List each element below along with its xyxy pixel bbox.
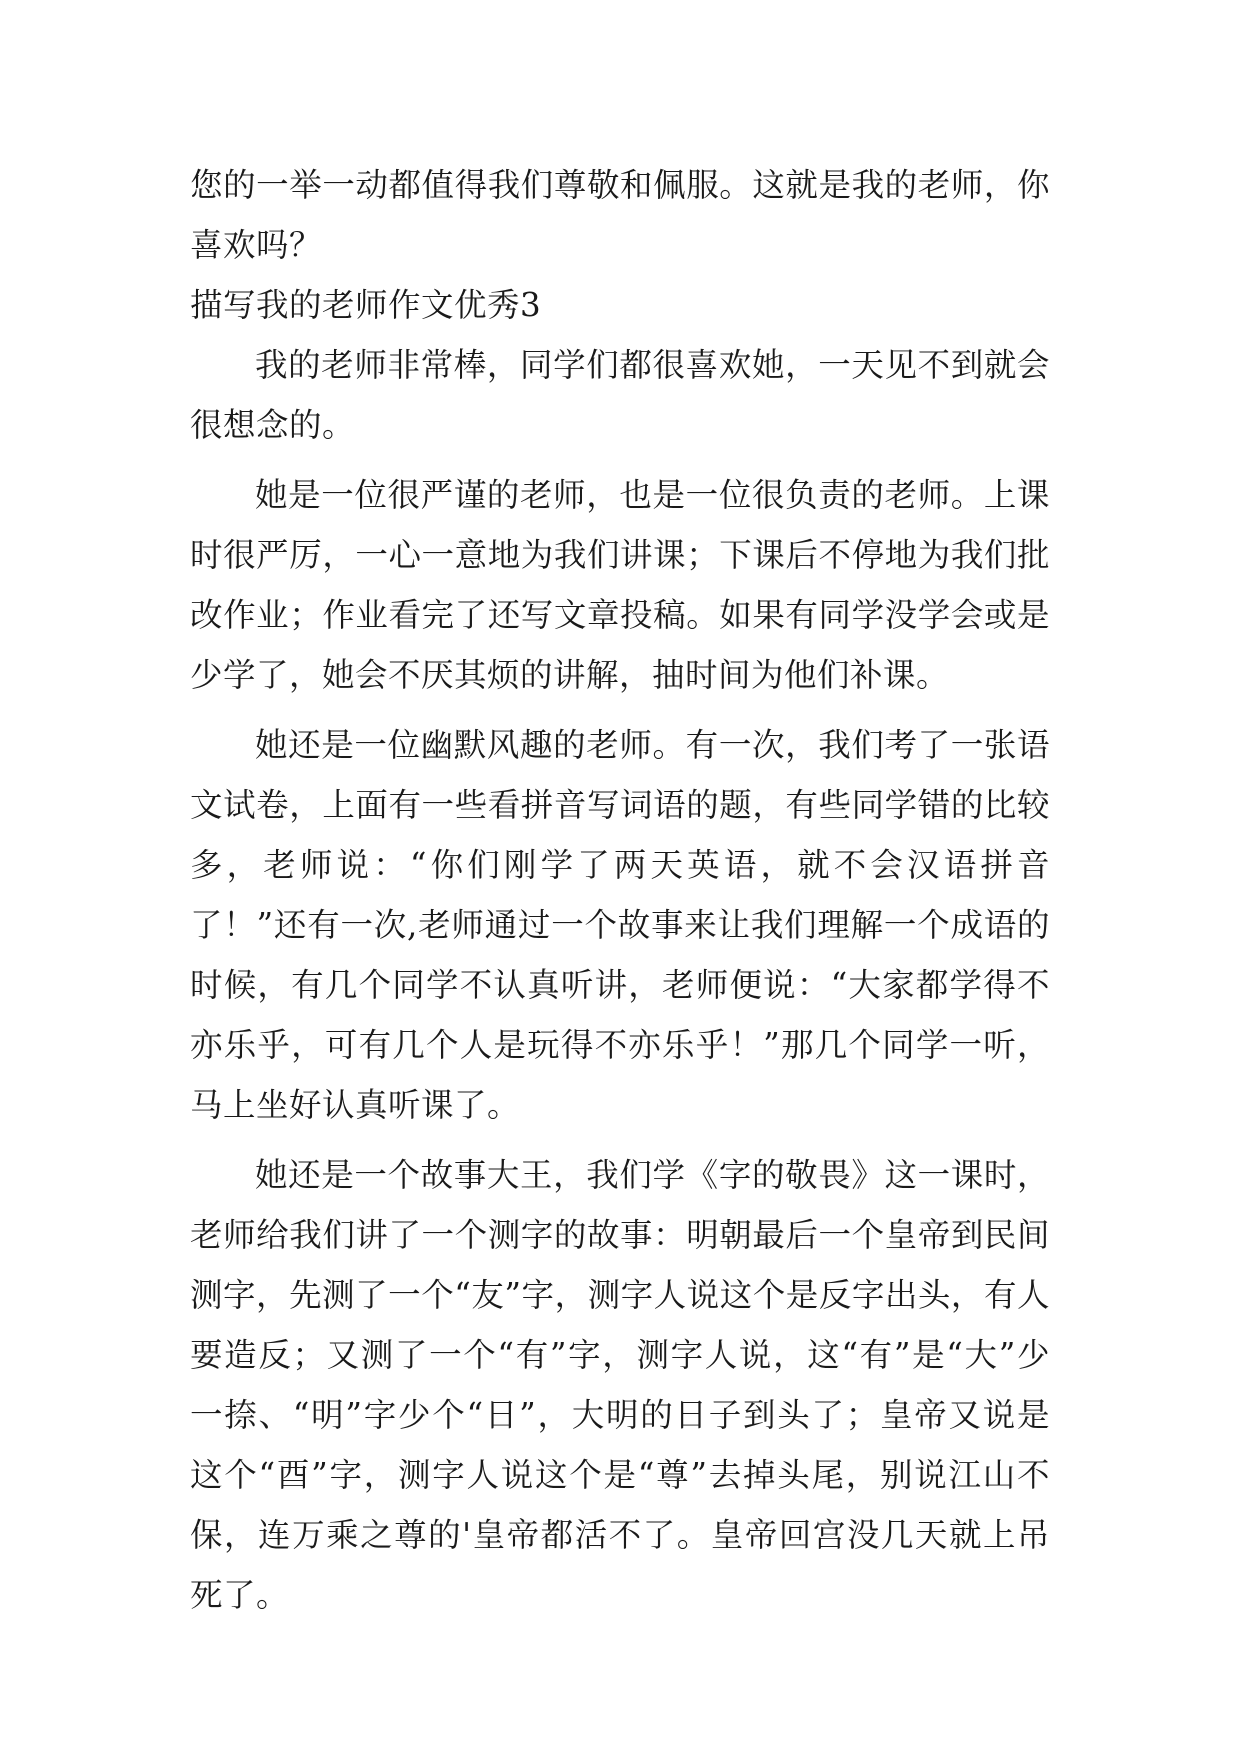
paragraph-2: 她是一位很严谨的老师，也是一位很负责的老师。上课时很严厉，一心一意地为我们讲课；下课后不停地为我们批改作业；作业看完了还写文章投稿。如果有同学没学会或是少学了，她会不厌其烦的讲解，抽时间为他们补课。 bbox=[190, 476, 1050, 694]
paragraph-continued: 您的一举一动都值得我们尊敬和佩服。这就是我的老师，你喜欢吗？ bbox=[190, 166, 1050, 264]
section-title: 描写我的老师作文优秀3 bbox=[190, 286, 542, 324]
document-body bbox=[190, 155, 1050, 1625]
paragraph-1: 我的老师非常棒，同学们都很喜欢她，一天见不到就会很想念的。 bbox=[190, 346, 1050, 444]
paragraph-4: 她还是一个故事大王，我们学《字的敬畏》这一课时，老师给我们讲了一个测字的故事：明朝最后一个皇帝到民间测字，先测了一个“友”字，测字人说这个是反字出头，有人要造反；又测了一个“有”字，测字人说，这“有”是“大”少一捺、“明”字少个“日”，大明的日子到头了；皇帝又说是这个“酉”字，测字人说这个是“尊”去掉头尾，别说江山不保，连万乘之尊的'皇帝都活不了。皇帝回宫没几天就上吊死了。 bbox=[190, 1156, 1050, 1614]
paragraph-3: 她还是一位幽默风趣的老师。有一次，我们考了一张语文试卷，上面有一些看拼音写词语的题，有些同学错的比较多，老师说：“你们刚学了两天英语，就不会汉语拼音了！”还有一次,老师通过一个故事来让我们理解一个成语的时候，有几个同学不认真听讲，老师便说：“大家都学得不亦乐乎，可有几个人是玩得不亦乐乎！”那几个同学一听，马上坐好认真听课了。 bbox=[190, 726, 1050, 1124]
